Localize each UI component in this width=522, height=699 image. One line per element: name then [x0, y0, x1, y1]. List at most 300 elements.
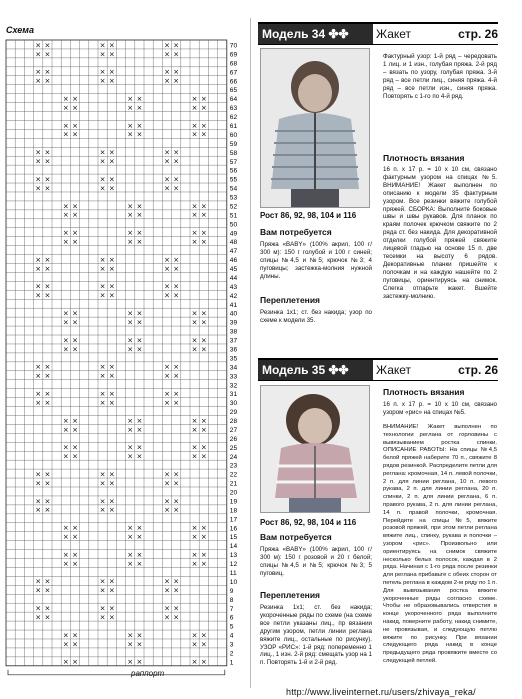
chart-cross-mark: ×: [164, 282, 170, 291]
chart-cross-mark: ×: [127, 121, 134, 130]
chart-cross-mark: ×: [191, 443, 198, 452]
chart-cross-mark: ×: [72, 238, 78, 247]
chart-cross-mark: ×: [44, 363, 51, 372]
chart-cross-mark: ×: [191, 130, 198, 139]
model-34-page: стр. 26: [458, 27, 498, 41]
chart-cross-mark: ×: [72, 658, 78, 667]
chart-cross-mark: ×: [200, 550, 207, 559]
chart-cross-mark: ×: [35, 586, 42, 595]
chart-cross-mark: ×: [108, 175, 115, 184]
chart-cross-mark: ×: [44, 184, 51, 193]
chart-cross-mark: ×: [136, 103, 143, 112]
footer-url: http://www.liveinternet.ru/users/zhivaya_reka/: [286, 687, 476, 697]
model-34-sizes: Рост 86, 92, 98, 104 и 116: [260, 211, 357, 220]
chart-cross-mark: ×: [191, 452, 198, 461]
chart-cross-mark: ×: [44, 390, 51, 398]
chart-cross-mark: ×: [173, 291, 180, 300]
chart-row-number: 18: [229, 507, 238, 515]
chart-cross-mark: ×: [35, 577, 42, 586]
chart-cross-mark: ×: [127, 202, 134, 211]
chart-cross-mark: ×: [44, 372, 51, 381]
chart-cross-mark: ×: [108, 604, 115, 613]
chart-row-number: 51: [229, 212, 238, 220]
chart-cross-mark: ×: [44, 604, 51, 613]
chart-cross-mark: ×: [127, 559, 134, 568]
chart-cross-mark: ×: [173, 255, 180, 264]
chart-cross-mark: ×: [108, 497, 115, 506]
chart-cross-mark: ×: [164, 157, 170, 166]
chart-cross-mark: ×: [136, 130, 143, 139]
chart-cross-mark: ×: [62, 416, 69, 425]
chart-cross-mark: ×: [164, 390, 170, 398]
chart-row-number: 31: [229, 391, 238, 399]
rapport-bracket: [8, 670, 225, 675]
chart-cross-mark: ×: [72, 202, 78, 211]
chart-cross-mark: ×: [164, 470, 170, 479]
chart-cross-mark: ×: [173, 470, 180, 479]
chart-cross-mark: ×: [99, 291, 106, 300]
chart-cross-mark: ×: [127, 336, 134, 345]
chart-row-number: 38: [229, 328, 238, 336]
chart-cross-mark: ×: [173, 175, 180, 184]
chart-row-number: 64: [229, 96, 238, 104]
chart-cross-mark: ×: [173, 586, 180, 595]
chart-row-number: 63: [229, 105, 238, 113]
chart-cross-mark: ×: [191, 229, 198, 238]
chart-cross-mark: ×: [191, 425, 198, 434]
chart-cross-mark: ×: [72, 425, 78, 434]
chart-cross-mark: ×: [173, 41, 180, 50]
model-35-density-title: Плотность вязания: [383, 387, 465, 397]
chart-cross-mark: ×: [164, 604, 170, 613]
chart-cross-mark: ×: [62, 238, 69, 247]
chart-row-number: 8: [229, 596, 234, 604]
chart-cross-mark: ×: [164, 497, 170, 506]
chart-row-number: 20: [229, 489, 238, 497]
chart-cross-mark: ×: [62, 550, 69, 559]
chart-cross-mark: ×: [44, 291, 51, 300]
chart-cross-mark: ×: [99, 50, 106, 59]
chart-cross-mark: ×: [108, 506, 115, 515]
chart-cross-mark: ×: [108, 613, 115, 622]
chart-cross-mark: ×: [200, 130, 207, 139]
chart-row-number: 69: [229, 51, 238, 59]
chart-cross-mark: ×: [44, 497, 51, 506]
chart-cross-mark: ×: [173, 372, 180, 381]
chart-cross-mark: ×: [108, 255, 115, 264]
chart-row-number: 2: [229, 650, 234, 658]
chart-cross-mark: ×: [164, 506, 170, 515]
child-blue-jacket-photo: [261, 49, 369, 207]
chart-cross-mark: ×: [99, 184, 106, 193]
chart-row-number: 1: [229, 659, 234, 667]
chart-row-number: 52: [229, 203, 238, 211]
chart-cross-mark: ×: [200, 345, 207, 354]
chart-cross-mark: ×: [62, 121, 69, 130]
chart-cross-mark: ×: [127, 345, 134, 354]
chart-cross-mark: ×: [136, 533, 143, 542]
knitting-chart: [0, 0, 250, 680]
model-35-strands-title: Переплетения: [260, 590, 321, 600]
chart-cross-mark: ×: [200, 121, 207, 130]
chart-cross-mark: ×: [173, 184, 180, 193]
chart-cross-mark: ×: [62, 336, 69, 345]
chart-cross-mark: ×: [127, 550, 134, 559]
model-35-page: стр. 26: [458, 363, 498, 377]
chart-cross-mark: ×: [127, 318, 134, 327]
chart-cross-mark: ×: [127, 631, 134, 640]
model-35-title-box: [258, 360, 373, 380]
chart-cross-mark: ×: [99, 506, 106, 515]
chart-cross-mark: ×: [35, 390, 42, 398]
chart-cross-mark: ×: [173, 50, 180, 59]
chart-cross-mark: ×: [136, 94, 143, 103]
chart-row-number: 7: [229, 605, 234, 613]
chart-cross-mark: ×: [136, 524, 143, 533]
chart-cross-mark: ×: [191, 524, 198, 533]
chart-row-number: 37: [229, 337, 238, 345]
chart-cross-mark: ×: [44, 50, 51, 59]
chart-cross-mark: ×: [62, 211, 69, 220]
chart-row-number: 45: [229, 266, 238, 274]
chart-cross-mark: ×: [108, 291, 115, 300]
chart-cross-mark: ×: [191, 336, 198, 345]
model-34-ornament: ✤✤: [328, 27, 349, 41]
chart-cross-mark: ×: [164, 363, 170, 372]
model-34-need-text: Пряжа «BABY» (100% акрил, 100 г/ 300 м): 150 г голубой и 100 г синей; спицы №4,5 и №5; крючок №3; 4 пуговицы; застежка-молния нужной длины.: [260, 241, 372, 280]
chart-row-number: 4: [229, 632, 234, 640]
chart-cross-mark: ×: [200, 533, 207, 542]
chart-cross-mark: ×: [173, 506, 180, 515]
chart-cross-mark: ×: [136, 416, 143, 425]
chart-cross-mark: ×: [108, 50, 115, 59]
chart-cross-mark: ×: [62, 130, 69, 139]
chart-row-number: 10: [229, 578, 238, 586]
chart-cross-mark: ×: [99, 68, 106, 77]
chart-cross-mark: ×: [164, 264, 170, 273]
chart-cross-mark: ×: [136, 309, 143, 318]
column-divider: [250, 18, 251, 688]
chart-cross-mark: ×: [72, 631, 78, 640]
chart-row-number: 62: [229, 114, 238, 122]
chart-cross-mark: ×: [127, 94, 134, 103]
chart-cross-mark: ×: [136, 238, 143, 247]
chart-row-number: 53: [229, 194, 238, 202]
model-34-density-title: Плотность вязания: [383, 153, 465, 163]
chart-cross-mark: ×: [72, 94, 78, 103]
chart-cross-mark: ×: [72, 309, 78, 318]
chart-cross-mark: ×: [191, 416, 198, 425]
chart-cross-mark: ×: [173, 264, 180, 273]
chart-row-number: 36: [229, 346, 238, 354]
chart-cross-mark: ×: [35, 184, 42, 193]
chart-cross-mark: ×: [164, 291, 170, 300]
chart-cross-mark: ×: [127, 640, 134, 649]
chart-cross-mark: ×: [35, 604, 42, 613]
chart-cross-mark: ×: [44, 586, 51, 595]
chart-cross-mark: ×: [127, 443, 134, 452]
chart-row-number: 68: [229, 60, 238, 68]
chart-cross-mark: ×: [99, 255, 106, 264]
chart-cross-mark: ×: [108, 479, 115, 488]
chart-row-number: 58: [229, 149, 238, 157]
model-35-header: [258, 358, 498, 381]
chart-cross-mark: ×: [108, 390, 115, 398]
chart-cross-mark: ×: [44, 175, 51, 184]
chart-cross-mark: ×: [99, 363, 106, 372]
chart-cross-mark: ×: [44, 264, 51, 273]
chart-row-number: 33: [229, 373, 238, 381]
chart-row-number: 22: [229, 471, 238, 479]
chart-cross-mark: ×: [44, 470, 51, 479]
chart-row-number: 42: [229, 292, 238, 300]
chart-cross-mark: ×: [72, 416, 78, 425]
chart-cross-mark: ×: [127, 533, 134, 542]
chart-cross-mark: ×: [173, 604, 180, 613]
chart-cross-mark: ×: [191, 94, 198, 103]
chart-cross-mark: ×: [136, 318, 143, 327]
chart-cross-mark: ×: [191, 121, 198, 130]
chart-cross-mark: ×: [200, 631, 207, 640]
chart-cross-mark: ×: [35, 264, 42, 273]
chart-cross-mark: ×: [164, 372, 170, 381]
chart-cross-mark: ×: [164, 148, 170, 157]
rapport-label: раппорт: [131, 669, 165, 678]
chart-cross-mark: ×: [72, 336, 78, 345]
chart-cross-mark: ×: [200, 318, 207, 327]
chart-cross-mark: ×: [35, 255, 42, 264]
chart-cross-mark: ×: [72, 550, 78, 559]
chart-row-number: 29: [229, 409, 238, 417]
chart-cross-mark: ×: [173, 77, 180, 86]
model-34-strands-title: Переплетения: [260, 295, 321, 305]
model-35-strands-text: Резинка 1х1; ст. без накида; укороченные ряды по схеме (на схеме все петли указаны лиц., пр вязании другим узором, петли линии реглана вяжите лиц., остальные по рисунку). УЗОР «РИС»: 1-й ряд: попеременно 1 лиц., 1 изн. 2-й ряд: смещать узор на 1 п. Повторять 1-й и 2-й ряд.: [260, 604, 372, 667]
chart-cross-mark: ×: [200, 336, 207, 345]
chart-cross-mark: ×: [127, 452, 134, 461]
chart-cross-mark: ×: [191, 550, 198, 559]
chart-cross-mark: ×: [35, 175, 42, 184]
chart-cross-mark: ×: [99, 148, 106, 157]
chart-title: Схема: [6, 25, 34, 35]
model-35-ornament: ✤✤: [328, 363, 349, 377]
chart-cross-mark: ×: [127, 229, 134, 238]
chart-cross-mark: ×: [200, 425, 207, 434]
chart-cross-mark: ×: [62, 309, 69, 318]
chart-cross-mark: ×: [35, 372, 42, 381]
chart-cross-mark: ×: [173, 157, 180, 166]
chart-cross-mark: ×: [99, 577, 106, 586]
chart-cross-mark: ×: [200, 640, 207, 649]
chart-row-number: 3: [229, 641, 234, 649]
chart-cross-mark: ×: [62, 103, 69, 112]
chart-row-number: 25: [229, 444, 238, 452]
chart-cross-mark: ×: [191, 238, 198, 247]
chart-cross-mark: ×: [173, 390, 180, 398]
model-34-title: Модель 34: [262, 27, 326, 41]
chart-cross-mark: ×: [99, 470, 106, 479]
chart-cross-mark: ×: [136, 550, 143, 559]
chart-cross-mark: ×: [62, 640, 69, 649]
model-34-title-box: [258, 24, 373, 44]
chart-cross-mark: ×: [62, 345, 69, 354]
chart-row-number: 66: [229, 78, 238, 86]
chart-cross-mark: ×: [72, 345, 78, 354]
model-35-photo: [260, 385, 370, 513]
chart-cross-mark: ×: [72, 318, 78, 327]
chart-cross-mark: ×: [173, 68, 180, 77]
chart-cross-mark: ×: [72, 443, 78, 452]
chart-cross-mark: ×: [173, 363, 180, 372]
chart-cross-mark: ×: [108, 577, 115, 586]
chart-cross-mark: ×: [127, 309, 134, 318]
chart-cross-mark: ×: [200, 103, 207, 112]
chart-cross-mark: ×: [62, 202, 69, 211]
chart-cross-mark: ×: [99, 497, 106, 506]
chart-row-number: 47: [229, 248, 238, 256]
model-35-title: Модель 35: [262, 363, 326, 377]
chart-row-number: 67: [229, 69, 238, 77]
model-35-need-title: Вам потребуется: [260, 532, 332, 542]
chart-row-number: 23: [229, 462, 238, 470]
chart-cross-mark: ×: [108, 372, 115, 381]
chart-cross-mark: ×: [99, 264, 106, 273]
chart-cross-mark: ×: [72, 533, 78, 542]
chart-cross-mark: ×: [164, 255, 170, 264]
chart-row-number: 65: [229, 87, 238, 95]
chart-row-number: 28: [229, 418, 238, 426]
chart-cross-mark: ×: [108, 148, 115, 157]
chart-cross-mark: ×: [72, 211, 78, 220]
chart-row-number: 15: [229, 534, 238, 542]
chart-cross-mark: ×: [191, 211, 198, 220]
chart-row-number: 61: [229, 123, 238, 130]
chart-cross-mark: ×: [136, 443, 143, 452]
chart-cross-mark: ×: [99, 41, 106, 50]
chart-cross-mark: ×: [164, 184, 170, 193]
chart-cross-mark: ×: [200, 229, 207, 238]
chart-cross-mark: ×: [136, 658, 143, 667]
chart-cross-mark: ×: [62, 425, 69, 434]
chart-row-number: 30: [229, 400, 238, 408]
chart-cross-mark: ×: [72, 130, 78, 139]
model-34-type: Жакет: [376, 27, 412, 41]
chart-cross-mark: ×: [191, 658, 198, 667]
chart-row-number: 12: [229, 561, 238, 569]
chart-cross-mark: ×: [44, 68, 51, 77]
chart-cross-mark: ×: [108, 264, 115, 273]
chart-cross-mark: ×: [127, 658, 134, 667]
chart-cross-mark: ×: [99, 390, 106, 398]
chart-cross-mark: ×: [164, 50, 170, 59]
chart-row-number: 17: [229, 516, 238, 524]
chart-cross-mark: ×: [200, 559, 207, 568]
chart-cross-mark: ×: [44, 613, 51, 622]
chart-row-number: 44: [229, 274, 238, 282]
chart-row-number: 48: [229, 239, 238, 247]
chart-row-number: 24: [229, 453, 238, 461]
chart-cross-mark: ×: [35, 479, 42, 488]
chart-cross-mark: ×: [136, 559, 143, 568]
child-pink-jacket-photo: [261, 386, 369, 512]
chart-cross-mark: ×: [136, 452, 143, 461]
chart-cross-mark: ×: [173, 613, 180, 622]
chart-cross-mark: ×: [200, 658, 207, 667]
chart-cross-mark: ×: [108, 157, 115, 166]
chart-cross-mark: ×: [164, 613, 170, 622]
chart-cross-mark: ×: [99, 604, 106, 613]
chart-cross-mark: ×: [127, 238, 134, 247]
chart-row-number: 49: [229, 230, 238, 238]
chart-cross-mark: ×: [62, 229, 69, 238]
chart-cross-mark: ×: [35, 77, 42, 86]
chart-cross-mark: ×: [99, 398, 106, 407]
chart-cross-mark: ×: [35, 470, 42, 479]
chart-cross-mark: ×: [191, 345, 198, 354]
chart-row-number: 6: [229, 614, 234, 622]
chart-cross-mark: ×: [136, 640, 143, 649]
chart-row-number: 46: [229, 257, 238, 265]
chart-cross-mark: ×: [200, 416, 207, 425]
chart-cross-mark: ×: [108, 398, 115, 407]
chart-cross-mark: ×: [108, 77, 115, 86]
chart-cross-mark: ×: [200, 309, 207, 318]
chart-cross-mark: ×: [108, 282, 115, 291]
chart-cross-mark: ×: [164, 577, 170, 586]
chart-cross-mark: ×: [44, 479, 51, 488]
chart-row-number: 59: [229, 140, 238, 148]
chart-cross-mark: ×: [35, 148, 42, 157]
model-35-need-text: Пряжа «BABY» (100% акрил, 100 г/ 300 м): 150 г розовой и 20 г белой; спицы №4,5 и №5; крючок №3; 5 пуговиц.: [260, 546, 372, 577]
chart-cross-mark: ×: [72, 103, 78, 112]
chart-cross-mark: ×: [127, 103, 134, 112]
chart-cross-mark: ×: [99, 282, 106, 291]
chart-cross-mark: ×: [173, 479, 180, 488]
model-35-sizes: Рост 86, 92, 98, 104 и 116: [260, 518, 357, 527]
chart-cross-mark: ×: [35, 363, 42, 372]
chart-row-number: 13: [229, 552, 238, 560]
chart-cross-mark: ×: [136, 229, 143, 238]
chart-cross-mark: ×: [62, 559, 69, 568]
chart-cross-mark: ×: [136, 121, 143, 130]
chart-cross-mark: ×: [108, 586, 115, 595]
chart-cross-mark: ×: [164, 41, 170, 50]
chart-cross-mark: ×: [99, 175, 106, 184]
chart-cross-mark: ×: [200, 94, 207, 103]
chart-cross-mark: ×: [44, 77, 51, 86]
chart-row-number: 57: [229, 158, 238, 166]
chart-cross-mark: ×: [44, 157, 51, 166]
chart-cross-mark: ×: [191, 103, 198, 112]
chart-cross-mark: ×: [72, 121, 78, 130]
chart-cross-mark: ×: [173, 282, 180, 291]
chart-row-number: 14: [229, 543, 238, 551]
chart-cross-mark: ×: [62, 443, 69, 452]
chart-cross-mark: ×: [164, 586, 170, 595]
model-34-need-title: Вам потребуется: [260, 227, 332, 237]
chart-cross-mark: ×: [127, 425, 134, 434]
chart-cross-mark: ×: [35, 68, 42, 77]
chart-cross-mark: ×: [99, 479, 106, 488]
chart-cross-mark: ×: [136, 425, 143, 434]
chart-cross-mark: ×: [62, 94, 69, 103]
chart-cross-mark: ×: [35, 157, 42, 166]
chart-cross-mark: ×: [44, 398, 51, 407]
chart-cross-mark: ×: [99, 77, 106, 86]
chart-cross-mark: ×: [136, 202, 143, 211]
chart-row-number: 9: [229, 587, 234, 595]
model-35-main-text: ВНИМАНИЕ! Жакет выполнен по технологии реглана от горловины с вывязыванием ростка спинки. ОПИСАНИЕ РАБОТЫ: На спицы №4,5 белой пряжей наберите 70 п., свяжите 8 рядов резинкой. Распределите петли для реглана: кромочная, 14 п. левой полочки, 2 п. для линии реглана, 10 п. левого рукава, 2 п. для линии реглана, 20 п. спинки, 2 п. для линии реглана, 6 п. правого рукава, 2 п. для линии реглана, 14 п. правой полочки, кромочная. Перейдите на спицы №5, вяжите розовой пряжей, при этом петли реглана вяжите лиц., спинку, рукава и полочки – узором «рис». Произвольно или ориентируясь на снимок свяжите несколько белых полосок, каждая в 2 ряда. Начиная с 1-го ряда после резинки для реглана прибавьте с обеих сторон от петель реглана в каждом 2-м ряду по 1 п. Для вывязывания ростка вяжите укороченные ряды согласно схеме. Чтобы не образовывались отверстия в конце укороченного ряда выполните накид, поверните работу, накид снимите, не провязывая, и следующую петлю вяжите по рисунку. При вязании следующего ряда накид в конце предыдущего ряда провяжите вместе со следующей петлей.: [383, 424, 497, 664]
chart-cross-mark: ×: [136, 345, 143, 354]
